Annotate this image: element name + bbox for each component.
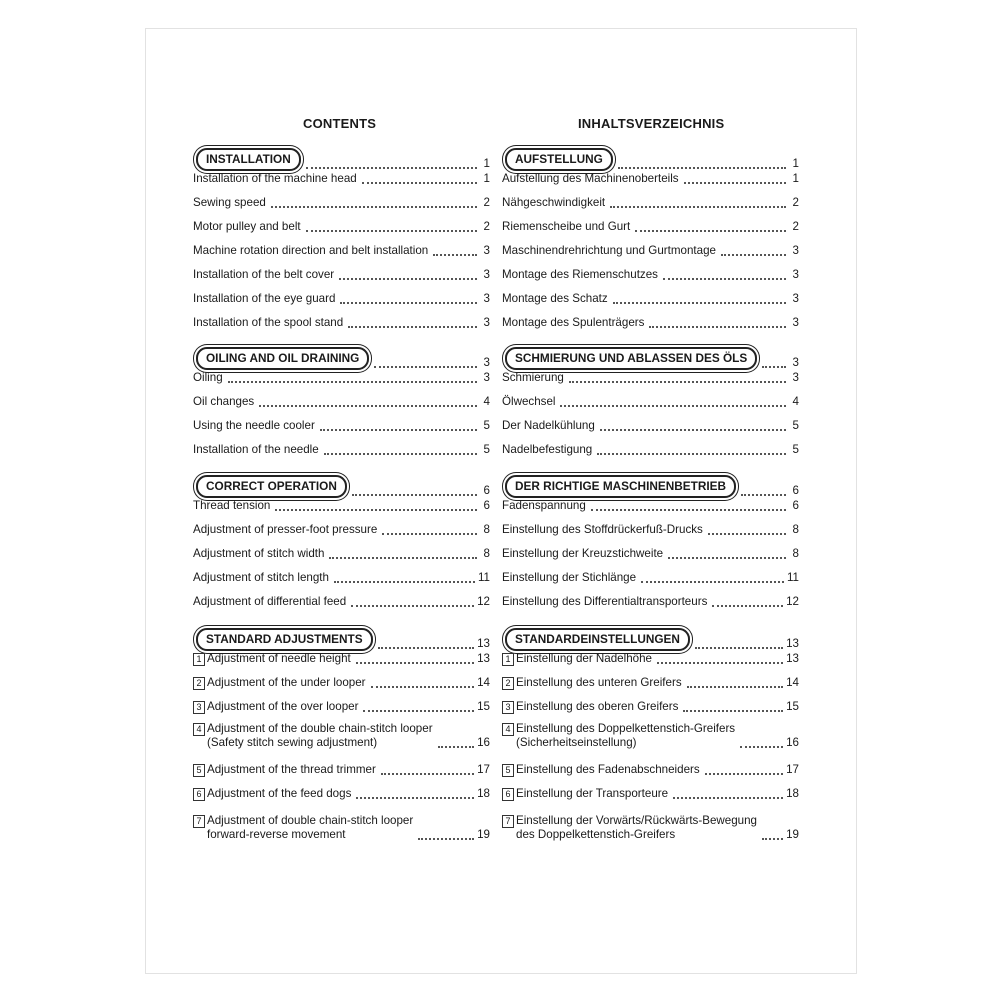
toc-entry-title: Installation of the eye guard [193, 292, 336, 305]
page-number: 2 [792, 196, 799, 209]
toc-entry[interactable] [502, 652, 799, 666]
page-number: 5 [483, 419, 490, 432]
page-number: 8 [483, 547, 490, 560]
toc-entry-text-wrap [502, 523, 703, 537]
toc-entry[interactable] [193, 395, 490, 409]
toc-entry[interactable] [502, 196, 799, 210]
toc-entry-title: Einstellung des Doppelkettenstich-Greifers [516, 722, 736, 735]
toc-entry-title: Montage des Riemenschutzes [502, 268, 658, 281]
toc-entry[interactable] [193, 419, 490, 433]
page-number: 13 [477, 637, 490, 650]
dot-leader [320, 428, 477, 431]
toc-section-title-row [193, 628, 490, 651]
page-number: 18 [786, 787, 799, 800]
dot-leader [306, 166, 477, 169]
toc-entry-title: Adjustment of the feed dogs [207, 787, 352, 800]
toc-entry[interactable] [502, 547, 799, 561]
toc-entry-title: Einstellung der Stichlänge [502, 571, 637, 584]
toc-entry[interactable] [502, 371, 799, 385]
step-number-box: 2 [193, 677, 205, 690]
dot-leader [762, 365, 786, 368]
dot-leader [597, 452, 786, 455]
toc-entry-text-wrap [502, 395, 555, 409]
dot-leader [381, 772, 474, 775]
toc-entry-text-wrap [193, 763, 376, 777]
toc-entry-text-wrap [193, 722, 433, 750]
page-number: 18 [477, 787, 490, 800]
toc-entry-title: Adjustment of differential feed [193, 595, 347, 608]
toc-entry[interactable] [193, 547, 490, 561]
page-number: 15 [786, 700, 799, 713]
section-title: AUFSTELLUNG [505, 148, 613, 171]
toc-entry[interactable] [502, 700, 799, 714]
toc-entry-title: Der Nadelkühlung [502, 419, 595, 432]
dot-leader [356, 796, 474, 799]
toc-entry-text-wrap [193, 268, 334, 282]
toc-entry[interactable] [193, 220, 490, 234]
dot-leader [641, 580, 784, 583]
page-number: 1 [792, 157, 799, 170]
toc-entry[interactable] [502, 244, 799, 258]
toc-entry[interactable] [193, 371, 490, 385]
page-number: 13 [786, 637, 799, 650]
toc-entry[interactable] [502, 443, 799, 457]
page-number: 11 [786, 571, 799, 584]
dot-leader [306, 229, 477, 232]
dot-leader [673, 796, 783, 799]
dot-leader [371, 685, 475, 688]
dot-leader [613, 301, 786, 304]
step-number-box: 5 [502, 764, 514, 777]
page-number: 5 [483, 443, 490, 456]
dot-leader [382, 532, 477, 535]
step-number-box: 4 [502, 723, 514, 736]
toc-entry-text-wrap [502, 700, 678, 714]
toc-entry-text-wrap [502, 595, 707, 609]
dot-leader [663, 277, 786, 280]
toc-entry-text-wrap [502, 292, 608, 306]
page-number: 3 [792, 316, 799, 329]
toc-entry[interactable] [502, 523, 799, 537]
contents-heading: CONTENTS [303, 116, 377, 131]
step-number-box: 3 [502, 701, 514, 714]
toc-entry-text-wrap [193, 244, 428, 258]
dot-leader [708, 532, 786, 535]
page-number: 2 [792, 220, 799, 233]
toc-entry-text-wrap [502, 676, 682, 690]
page-number: 3 [792, 292, 799, 305]
toc-entry-title: Einstellung des Stoffdrückerfuß-Drucks [502, 523, 703, 536]
step-number-box: 6 [502, 788, 514, 801]
section-title: OILING AND OIL DRAINING [196, 347, 369, 370]
toc-section-title-row [193, 475, 490, 498]
toc-entry-subtitle: des Doppelkettenstich-Greifers [516, 828, 676, 841]
toc-entry[interactable] [502, 812, 799, 842]
toc-entry-text-wrap [502, 763, 700, 777]
toc-entry-text-wrap [193, 700, 358, 714]
dot-leader [363, 709, 474, 712]
toc-entry-text-wrap [502, 244, 716, 258]
toc-entry-title: Thread tension [193, 499, 271, 512]
toc-entry[interactable] [502, 787, 799, 801]
page-number: 17 [477, 763, 490, 776]
dot-leader [418, 837, 474, 840]
toc-entry-subtitle: forward-reverse movement [207, 828, 346, 841]
toc-entry-text-wrap [502, 419, 595, 433]
toc-section-title-row [193, 347, 490, 370]
toc-entry[interactable] [502, 676, 799, 690]
toc-entry-title: Adjustment of double chain-stitch looper [207, 814, 414, 827]
dot-leader [259, 404, 477, 407]
toc-entry[interactable] [193, 812, 490, 842]
toc-entry-title: Adjustment of needle height [207, 652, 351, 665]
toc-entry-title: Installation of the spool stand [193, 316, 344, 329]
toc-entry-title: Nähgeschwindigkeit [502, 196, 606, 209]
toc-entry[interactable] [502, 395, 799, 409]
page-number: 4 [792, 395, 799, 408]
page-number: 15 [477, 700, 490, 713]
toc-entry-title: Using the needle cooler [193, 419, 315, 432]
dot-leader [438, 745, 475, 748]
toc-entry-title: Riemenscheibe und Gurt [502, 220, 631, 233]
toc-entry-text-wrap [502, 196, 605, 210]
toc-entry-text-wrap [502, 220, 630, 234]
dot-leader [324, 452, 477, 455]
dot-leader [334, 580, 475, 583]
page-number: 13 [786, 652, 799, 665]
dot-leader [362, 181, 477, 184]
toc-entry-text-wrap [502, 814, 757, 842]
toc-entry[interactable] [502, 763, 799, 777]
toc-entry[interactable] [193, 316, 490, 330]
step-number-box: 6 [193, 788, 205, 801]
toc-entry-text-wrap [502, 499, 586, 513]
dot-leader [348, 325, 477, 328]
step-number-box: 4 [193, 723, 205, 736]
toc-entry-text-wrap [193, 292, 335, 306]
dot-leader [705, 772, 783, 775]
toc-entry-title: Oiling [193, 371, 223, 384]
toc-entry-text-wrap [193, 787, 351, 801]
toc-entry-text-wrap [193, 419, 315, 433]
toc-section-title-row [193, 148, 490, 171]
toc-entry-title: Montage des Schatz [502, 292, 608, 305]
section-title: STANDARDEINSTELLUNGEN [505, 628, 690, 651]
dot-leader [610, 205, 786, 208]
toc-entry-title: Nadelbefestigung [502, 443, 593, 456]
page-number: 3 [792, 371, 799, 384]
toc-section-title-row [502, 628, 799, 651]
toc-entry-title: Adjustment of the thread trimmer [207, 763, 376, 776]
toc-entry-title: Einstellung der Kreuzstichweite [502, 547, 664, 560]
toc-entry[interactable] [193, 443, 490, 457]
toc-entry[interactable] [502, 268, 799, 282]
toc-entry[interactable] [502, 172, 799, 186]
toc-entry-text-wrap [193, 676, 366, 690]
toc-entry[interactable] [193, 787, 490, 801]
toc-entry-title: Schmierung [502, 371, 564, 384]
toc-entry[interactable] [502, 499, 799, 513]
toc-entry-text-wrap [502, 547, 663, 561]
step-number-box: 5 [193, 764, 205, 777]
page-number: 3 [792, 356, 799, 369]
page-number: 3 [792, 244, 799, 257]
toc-entry-title: Einstellung des oberen Greifers [516, 700, 679, 713]
toc-entry[interactable] [193, 196, 490, 210]
toc-entry[interactable] [193, 499, 490, 513]
page-number: 11 [477, 571, 490, 584]
toc-entry-text-wrap [502, 316, 644, 330]
toc-entry-text-wrap [193, 523, 377, 537]
section-title: CORRECT OPERATION [196, 475, 347, 498]
section-title: STANDARD ADJUSTMENTS [196, 628, 373, 651]
toc-entry[interactable] [502, 720, 799, 750]
page-number: 3 [483, 371, 490, 384]
page-number: 16 [477, 736, 490, 749]
dot-leader [352, 493, 477, 496]
toc-entry-text-wrap [193, 316, 343, 330]
toc-entry-title: Einstellung der Nadelhöhe [516, 652, 653, 665]
dot-leader [712, 604, 783, 607]
toc-entry-subtitle: (Safety stitch sewing adjustment) [207, 736, 378, 749]
dot-leader [668, 556, 786, 559]
page-number: 2 [483, 220, 490, 233]
toc-entry-title: Oil changes [193, 395, 255, 408]
dot-leader [339, 277, 477, 280]
dot-leader [340, 301, 477, 304]
toc-entry[interactable] [502, 292, 799, 306]
toc-entry[interactable] [193, 523, 490, 537]
toc-entry[interactable] [193, 700, 490, 714]
toc-entry-text-wrap [193, 443, 319, 457]
dot-leader [657, 661, 783, 664]
step-number-box: 1 [193, 653, 205, 666]
toc-entry[interactable] [193, 571, 490, 585]
step-number-box: 3 [193, 701, 205, 714]
page-number: 3 [792, 268, 799, 281]
page-number: 19 [477, 828, 490, 841]
toc-entry-text-wrap [193, 814, 413, 842]
toc-entry-text-wrap [502, 443, 592, 457]
toc-entry-title: Einstellung des Differentialtransporteurs [502, 595, 708, 608]
page-number: 19 [786, 828, 799, 841]
toc-entry-title: Einstellung der Transporteure [516, 787, 669, 800]
dot-leader [741, 493, 786, 496]
page-number: 1 [483, 172, 490, 185]
toc-entry-title: Installation of the machine head [193, 172, 357, 185]
dot-leader [618, 166, 786, 169]
toc-entry-text-wrap [193, 196, 266, 210]
step-number-box: 1 [502, 653, 514, 666]
toc-entry[interactable] [193, 595, 490, 609]
page-number: 5 [792, 419, 799, 432]
page-number: 17 [786, 763, 799, 776]
toc-entry-title: Adjustment of the under looper [207, 676, 366, 689]
dot-leader [600, 428, 786, 431]
dot-leader [569, 380, 786, 383]
dot-leader [433, 253, 477, 256]
toc-entry-text-wrap [502, 268, 658, 282]
page-number: 13 [477, 652, 490, 665]
toc-entry-text-wrap [193, 571, 329, 585]
section-title: SCHMIERUNG UND ABLASSEN DES ÖLS [505, 347, 757, 370]
dot-leader [695, 646, 783, 649]
page-number: 3 [483, 244, 490, 257]
step-number-box: 2 [502, 677, 514, 690]
page-number: 1 [483, 157, 490, 170]
dot-leader [329, 556, 477, 559]
page-number: 14 [786, 676, 799, 689]
page-number: 6 [483, 484, 490, 497]
toc-entry-text-wrap [502, 652, 652, 666]
toc-entry-text-wrap [193, 595, 346, 609]
toc-section-title-row [502, 148, 799, 171]
dot-leader [721, 253, 786, 256]
step-number-box: 7 [502, 815, 514, 828]
toc-entry-text-wrap [193, 371, 223, 385]
page-number: 12 [477, 595, 490, 608]
dot-leader [687, 685, 783, 688]
toc-entry[interactable] [193, 720, 490, 750]
dot-leader [635, 229, 786, 232]
page-number: 6 [483, 499, 490, 512]
toc-entry[interactable] [193, 676, 490, 690]
toc-section-title-row [502, 475, 799, 498]
dot-leader [356, 661, 474, 664]
toc-entry-text-wrap [193, 172, 357, 186]
page-number: 3 [483, 268, 490, 281]
toc-entry-text-wrap [502, 787, 668, 801]
toc-entry-text-wrap [502, 371, 564, 385]
toc-entry-title: Installation of the belt cover [193, 268, 335, 281]
toc-entry-title: Maschinendrehrichtung und Gurtmontage [502, 244, 716, 257]
dot-leader [649, 325, 786, 328]
toc-entry[interactable] [193, 268, 490, 282]
dot-leader [560, 404, 786, 407]
page-number: 5 [792, 443, 799, 456]
dot-leader [271, 205, 477, 208]
dot-leader [378, 646, 474, 649]
toc-entry-text-wrap [193, 220, 301, 234]
dot-leader [228, 380, 477, 383]
toc-entry-title: Einstellung des Fadenabschneiders [516, 763, 700, 776]
toc-entry-title: Adjustment of presser-foot pressure [193, 523, 378, 536]
toc-entry-text-wrap [502, 172, 679, 186]
dot-leader [351, 604, 474, 607]
toc-entry-title: Ölwechsel [502, 395, 556, 408]
page-number: 3 [483, 316, 490, 329]
page-number: 16 [786, 736, 799, 749]
page-number: 12 [786, 595, 799, 608]
page-number: 8 [792, 547, 799, 560]
toc-entry-title: Sewing speed [193, 196, 266, 209]
page-number: 6 [792, 484, 799, 497]
dot-leader [374, 365, 477, 368]
toc-entry-title: Einstellung des unteren Greifers [516, 676, 682, 689]
dot-leader [684, 181, 786, 184]
toc-entry-title: Adjustment of the over looper [207, 700, 359, 713]
toc-entry-text-wrap [193, 395, 254, 409]
toc-entry[interactable] [193, 172, 490, 186]
toc-entry-title: Adjustment of the double chain-stitch looper [207, 722, 433, 735]
section-title: DER RICHTIGE MASCHINENBETRIEB [505, 475, 736, 498]
toc-entry-title: Installation of the needle [193, 443, 319, 456]
section-title: INSTALLATION [196, 148, 301, 171]
page-number: 8 [483, 523, 490, 536]
page-number: 8 [792, 523, 799, 536]
toc-entry[interactable] [193, 244, 490, 258]
toc-entry-title: Motor pulley and belt [193, 220, 301, 233]
toc-entry-title: Einstellung der Vorwärts/Rückwärts-Bewegung [516, 814, 758, 827]
page-number: 3 [483, 292, 490, 305]
toc-entry[interactable] [193, 292, 490, 306]
inhaltsverzeichnis-heading: INHALTSVERZEICHNIS [578, 116, 725, 131]
toc-entry-text-wrap [502, 571, 636, 585]
page-number: 4 [483, 395, 490, 408]
page-number: 6 [792, 499, 799, 512]
toc-entry-text-wrap [193, 547, 324, 561]
toc-entry-title: Fadenspannung [502, 499, 586, 512]
toc-entry-subtitle: (Sicherheitseinstellung) [516, 736, 637, 749]
toc-entry[interactable] [502, 316, 799, 330]
dot-leader [591, 508, 786, 511]
toc-entry-title: Adjustment of stitch length [193, 571, 329, 584]
toc-entry-title: Aufstellung des Machinenoberteils [502, 172, 679, 185]
toc-entry[interactable] [502, 595, 799, 609]
toc-entry-text-wrap [193, 652, 351, 666]
dot-leader [683, 709, 783, 712]
toc-entry[interactable] [193, 763, 490, 777]
page-number: 3 [483, 356, 490, 369]
page-number: 1 [792, 172, 799, 185]
toc-entry-text-wrap [193, 499, 270, 513]
page-number: 14 [477, 676, 490, 689]
dot-leader [275, 508, 477, 511]
toc-entry[interactable] [502, 419, 799, 433]
dot-leader [740, 745, 783, 748]
dot-leader [762, 837, 783, 840]
toc-entry[interactable] [502, 571, 799, 585]
toc-section-title-row [502, 347, 799, 370]
toc-entry[interactable] [193, 652, 490, 666]
toc-entry-text-wrap [502, 722, 735, 750]
toc-entry-title: Adjustment of stitch width [193, 547, 325, 560]
toc-entry-title: Montage des Spulenträgers [502, 316, 645, 329]
toc-entry[interactable] [502, 220, 799, 234]
toc-entry-title: Machine rotation direction and belt installation [193, 244, 429, 257]
page-number: 2 [483, 196, 490, 209]
step-number-box: 7 [193, 815, 205, 828]
